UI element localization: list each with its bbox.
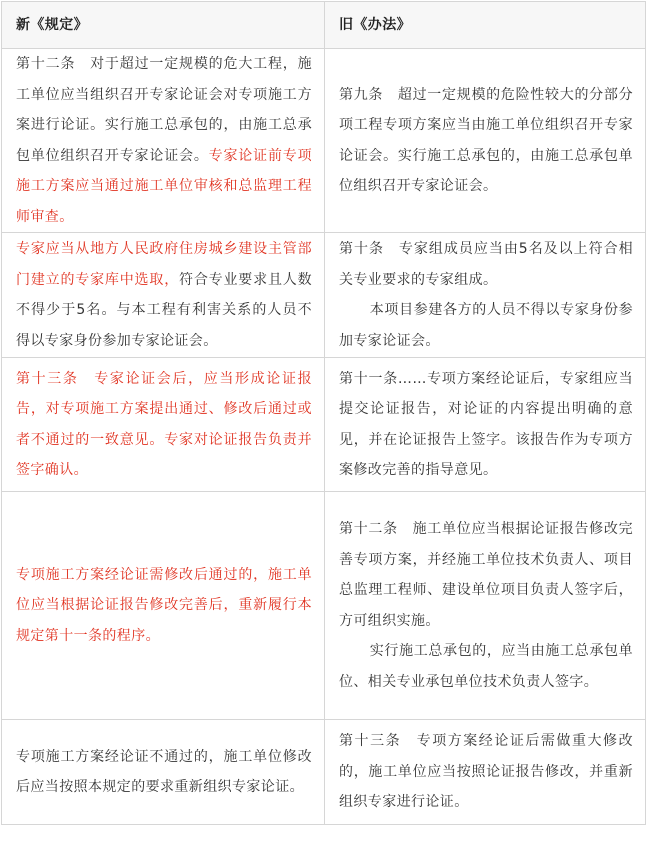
old-article-text: 第十一条……专项方案经论证后，专家组应当提交论证报告，对论证的内容提出明确的意见，并在论证报告上签字。该报告作为专项方案修改完善的指导意见。 bbox=[339, 370, 633, 478]
old-article-cell bbox=[325, 49, 646, 233]
old-article-text: 第九条 超过一定规模的危险性较大的分部分项工程专项方案应当由施工单位组织召开专家论证会。实行施工总承包的，由施工总承包单位组织召开专家论证会。 bbox=[339, 86, 633, 194]
new-text-red: 第十三条 专家论证会后，应当形成论证报告，对专项施工方案提出通过、修改后通过或者不通过的一致意见。专家对论证报告负责并签字确认。 bbox=[16, 370, 312, 478]
old-article-cell bbox=[325, 720, 646, 825]
new-text-red: 专家论证前专项施工方案应当通过施工单位审核和总监理工程师审查。 bbox=[16, 147, 312, 225]
table-row bbox=[2, 720, 646, 825]
new-article-cell bbox=[2, 720, 325, 825]
regulation-comparison-table bbox=[1, 1, 646, 825]
new-regulation-header: 新《规定》 bbox=[2, 2, 325, 49]
old-article-text: 第十二条 施工单位应当根据论证报告修改完善专项方案，并经施工单位技术负责人、项目总监理工程师、建设单位项目负责人签字后，方可组织实施。 bbox=[339, 521, 633, 629]
old-article-text: 第十三条 专项方案经论证后需做重大修改的，施工单位应当按照论证报告修改，并重新组织专家进行论证。 bbox=[339, 733, 633, 811]
new-article-text bbox=[16, 49, 312, 232]
old-article-cell bbox=[325, 358, 646, 492]
old-article-cell bbox=[325, 233, 646, 358]
table-header-row bbox=[2, 2, 646, 49]
new-article-cell bbox=[2, 358, 325, 492]
new-article-cell bbox=[2, 49, 325, 233]
new-text-black: 专项施工方案经论证不通过的，施工单位修改后应当按照本规定的要求重新组织专家论证。 bbox=[16, 748, 312, 795]
table-row bbox=[2, 492, 646, 720]
new-text-black: 第十二条 对于超过一定规模的危大工程，施工单位应当组织召开专家论证会对专项施工方案进行论证。实行施工总承包的，由施工总承包单位组织召开专家论证会。 bbox=[16, 56, 312, 164]
new-text-red: 专家应当从地方人民政府住房城乡建设主管部门建立的专家库中选取， bbox=[16, 241, 312, 288]
new-text-red: 专项施工方案经论证需修改后通过的，施工单位应当根据论证报告修改完善后，重新履行本规定第十一条的程序。 bbox=[16, 566, 312, 644]
new-article-cell bbox=[2, 492, 325, 720]
old-article-text-2: 本项目参建各方的人员不得以专家身份参加专家论证会。 bbox=[339, 302, 633, 349]
new-article-cell bbox=[2, 233, 325, 358]
old-article-text: 第十条 专家组成员应当由5名及以上符合相关专业要求的专家组成。 bbox=[339, 241, 633, 288]
new-text-black: 符合专业要求且人数不得少于5名。与本工程有利害关系的人员不得以专家身份参加专家论证会。 bbox=[16, 271, 312, 349]
table-row bbox=[2, 233, 646, 358]
table-row bbox=[2, 358, 646, 492]
old-article-cell bbox=[325, 492, 646, 720]
old-article-text-2: 实行施工总承包的，应当由施工总承包单位、相关专业承包单位技术负责人签字。 bbox=[339, 643, 633, 690]
table-row bbox=[2, 49, 646, 233]
old-regulation-header: 旧《办法》 bbox=[325, 2, 646, 49]
new-article-text bbox=[16, 234, 312, 356]
